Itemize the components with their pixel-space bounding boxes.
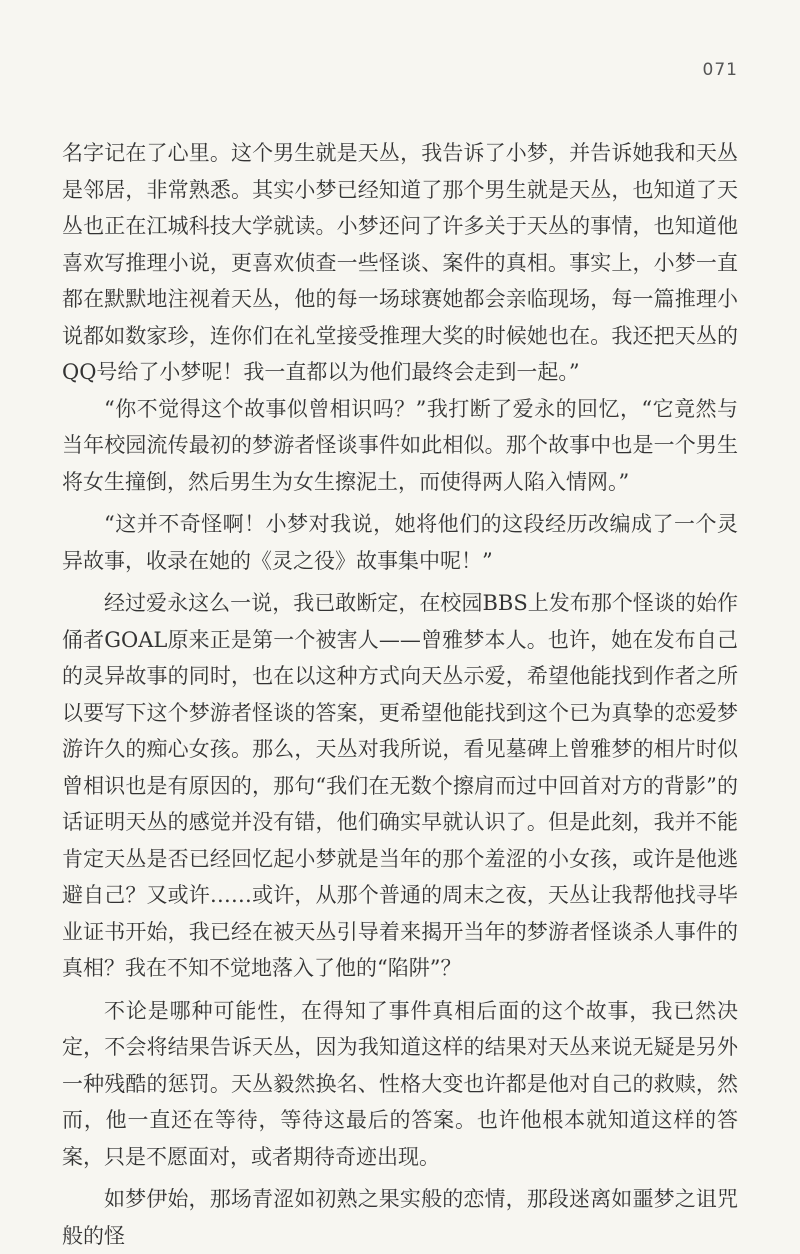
- paragraph-3: “这并不奇怪啊！小梦对我说，她将他们的这段经历改编成了一个灵异故事，收录在她的《灵之役》故事集中呢！”: [62, 512, 738, 573]
- paragraph-1: 名字记在了心里。这个男生就是天丛，我告诉了小梦，并告诉她我和天丛是邻居，非常熟悉。其实小梦已经知道了那个男生就是天丛，也知道了天丛也正在江城科技大学就读。小梦还问了许多关于天丛的事情，也知道他喜欢写推理小说，更喜欢侦查一些怪谈、案件的真相。事实上，小梦一直都在默默地注视着天丛，他的每一场球赛她都会亲临现场，每一篇推理小说都如数家珍，连你们在礼堂接受推理大奖的时候她也在。我还把天丛的QQ号给了小梦呢！我一直都以为他们最终会走到一起。”: [62, 141, 738, 384]
- body-text: [62, 135, 738, 1254]
- paragraph-2: “你不觉得这个故事似曾相识吗？”我打断了爱永的回忆，“它竟然与当年校园流传最初的梦游者怪谈事件如此相似。那个故事中也是一个男生将女生撞倒，然后男生为女生擦泥土，而使得两人陷入情网。”: [62, 396, 738, 494]
- paragraph-6: 如梦伊始，那场青涩如初熟之果实般的恋情，那段迷离如噩梦之诅咒般的怪: [62, 1187, 738, 1248]
- page-number: 071: [702, 60, 738, 80]
- paragraph-4: 经过爱永这么一说，我已敢断定，在校园BBS上发布那个怪谈的始作俑者GOAL原来正是第一个被害人——曾雅梦本人。也许，她在发布自己的灵异故事的同时，也在以这种方式向天丛示爱，希望他能找到作者之所以要写下这个梦游者怪谈的答案，更希望他能找到这个已为真挚的恋爱梦游许久的痴心女孩。那么，天丛对我所说，看见墓碑上曾雅梦的相片时似曾相识也是有原因的，那句“我们在无数个擦肩而过中回首对方的背影”的话证明天丛的感觉并没有错，他们确实早就认识了。但是此刻，我并不能肯定天丛是否已经回忆起小梦就是当年的那个羞涩的小女孩，或许是他逃避自己？又或许……或许，从那个普通的周末之夜，天丛让我帮他找寻毕业证书开始，我已经在被天丛引导着来揭开当年的梦游者怪谈杀人事件的真相？我在不知不觉地落入了他的“陷阱”？: [62, 591, 738, 980]
- paragraph-5: 不论是哪种可能性，在得知了事件真相后面的这个故事，我已然决定，不会将结果告诉天丛，因为我知道这样的结果对天丛来说无疑是另外一种残酷的惩罚。天丛毅然换名、性格大变也许都是他对自己的救赎，然而，他一直还在等待，等待这最后的答案。也许他根本就知道这样的答案，只是不愿面对，或者期待奇迹出现。: [62, 998, 738, 1169]
